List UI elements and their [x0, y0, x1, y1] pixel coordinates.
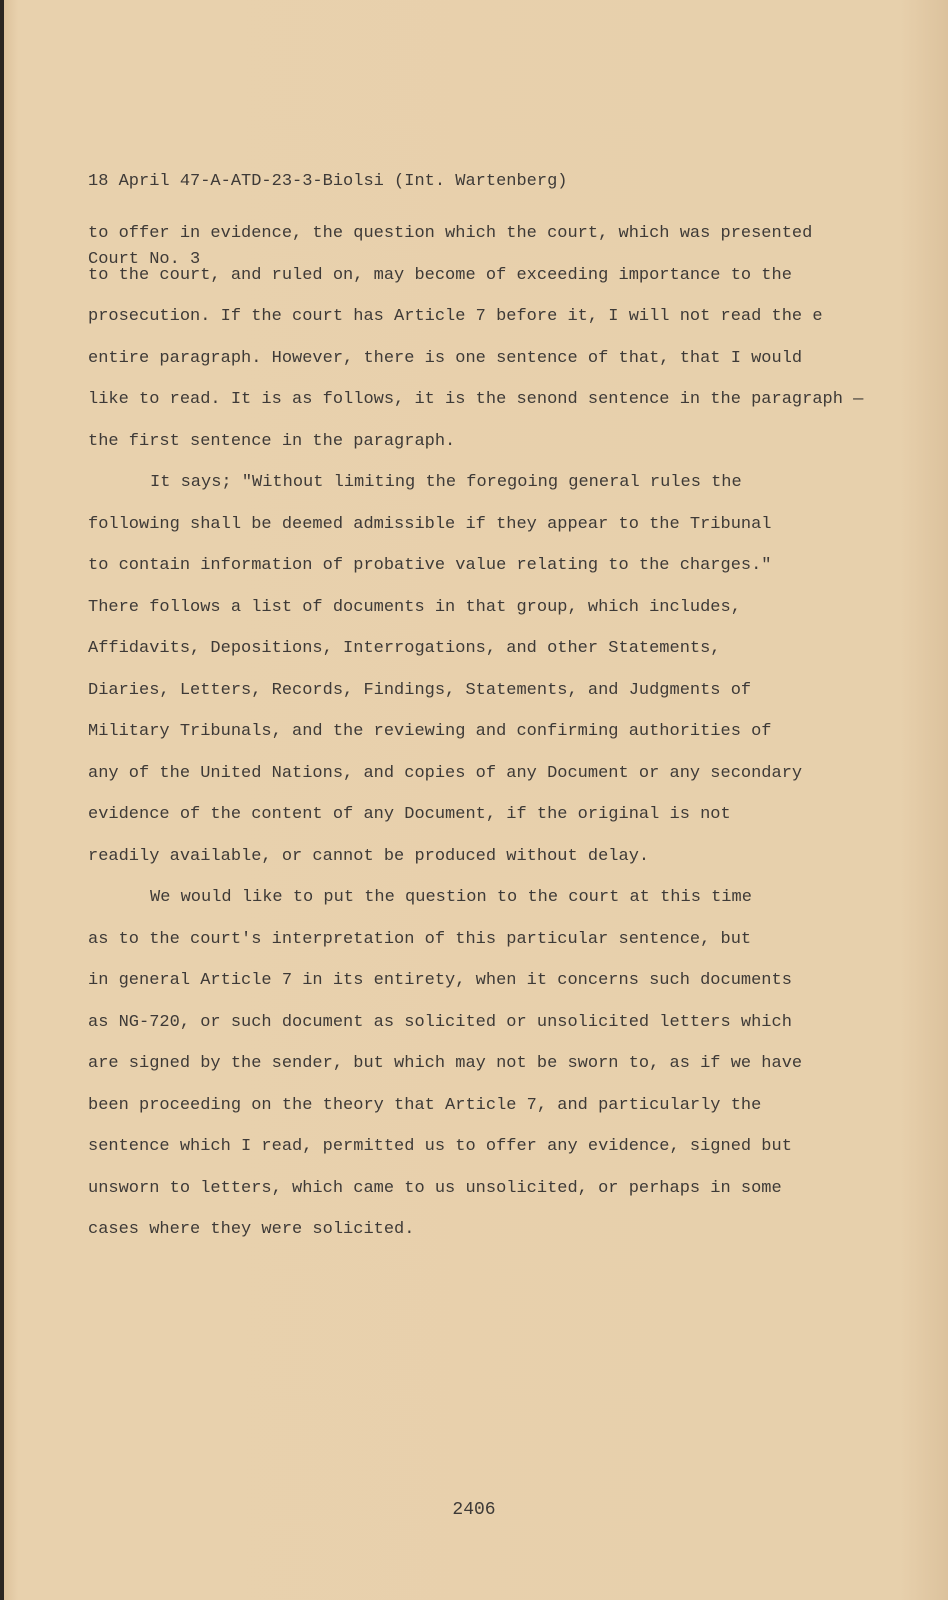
header-line-court: Court No. 3 — [88, 250, 201, 269]
text-line: evidence of the content of any Document, if the original is not — [88, 805, 731, 824]
text-line: as to the court's interpretation of this particular sentence, but — [88, 929, 752, 949]
text-line: Affidavits, Depositions, Interrogations, and other Statements, — [88, 639, 721, 658]
text-line: following shall be deemed admissible if they appear to the Tribunal — [88, 514, 772, 534]
transcript-body — [88, 219, 888, 1257]
text-line-paragraph-start: It says; "Without limiting the foregoing general rules the — [150, 473, 742, 492]
text-line-paragraph-start: We would like to put the question to the court at this time — [150, 888, 752, 907]
text-line: cases where they were solicited. — [88, 1220, 415, 1239]
page-number: 2406 — [452, 1500, 496, 1520]
text-line: to contain information of probative value relating to the charges." — [88, 556, 772, 575]
text-line: Military Tribunals, and the reviewing and confirming authorities of — [88, 722, 772, 741]
text-line: entire paragraph. However, there is one sentence of that, that I would — [88, 348, 803, 368]
text-line: There follows a list of documents in that group, which includes, — [88, 597, 741, 617]
text-line: sentence which I read, permitted us to offer any evidence, signed but — [88, 1137, 792, 1156]
text-line: Diaries, Letters, Records, Findings, Statements, and Judgments of — [88, 680, 752, 700]
page-edge — [0, 0, 4, 1600]
text-line: to the court, and ruled on, may become of exceeding importance to the — [88, 265, 792, 285]
text-line: as NG-720, or such document as solicited or unsolicited letters which — [88, 1012, 792, 1032]
text-line: are signed by the sender, but which may not be sworn to, as if we have — [88, 1054, 803, 1073]
text-line: prosecution. If the court has Article 7 before it, I will not read the e — [88, 307, 823, 326]
text-line: unsworn to letters, which came to us unsolicited, or perhaps in some — [88, 1178, 782, 1198]
text-line: like to read. It is as follows, it is the senond sentence in the paragraph — — [88, 390, 864, 409]
text-line: the first sentence in the paragraph. — [88, 431, 456, 451]
text-line: any of the United Nations, and copies of any Document or any secondary — [88, 763, 803, 783]
text-line: to offer in evidence, the question which the court, which was presented — [88, 224, 813, 243]
text-line: been proceeding on the theory that Article 7, and particularly the — [88, 1095, 762, 1115]
text-line: readily available, or cannot be produced without delay. — [88, 846, 650, 866]
text-line: in general Article 7 in its entirety, when it concerns such documents — [88, 971, 792, 990]
header-line-date-case: 18 April 47-A-ATD-23-3-Biolsi (Int. Wartenberg) — [88, 172, 568, 191]
